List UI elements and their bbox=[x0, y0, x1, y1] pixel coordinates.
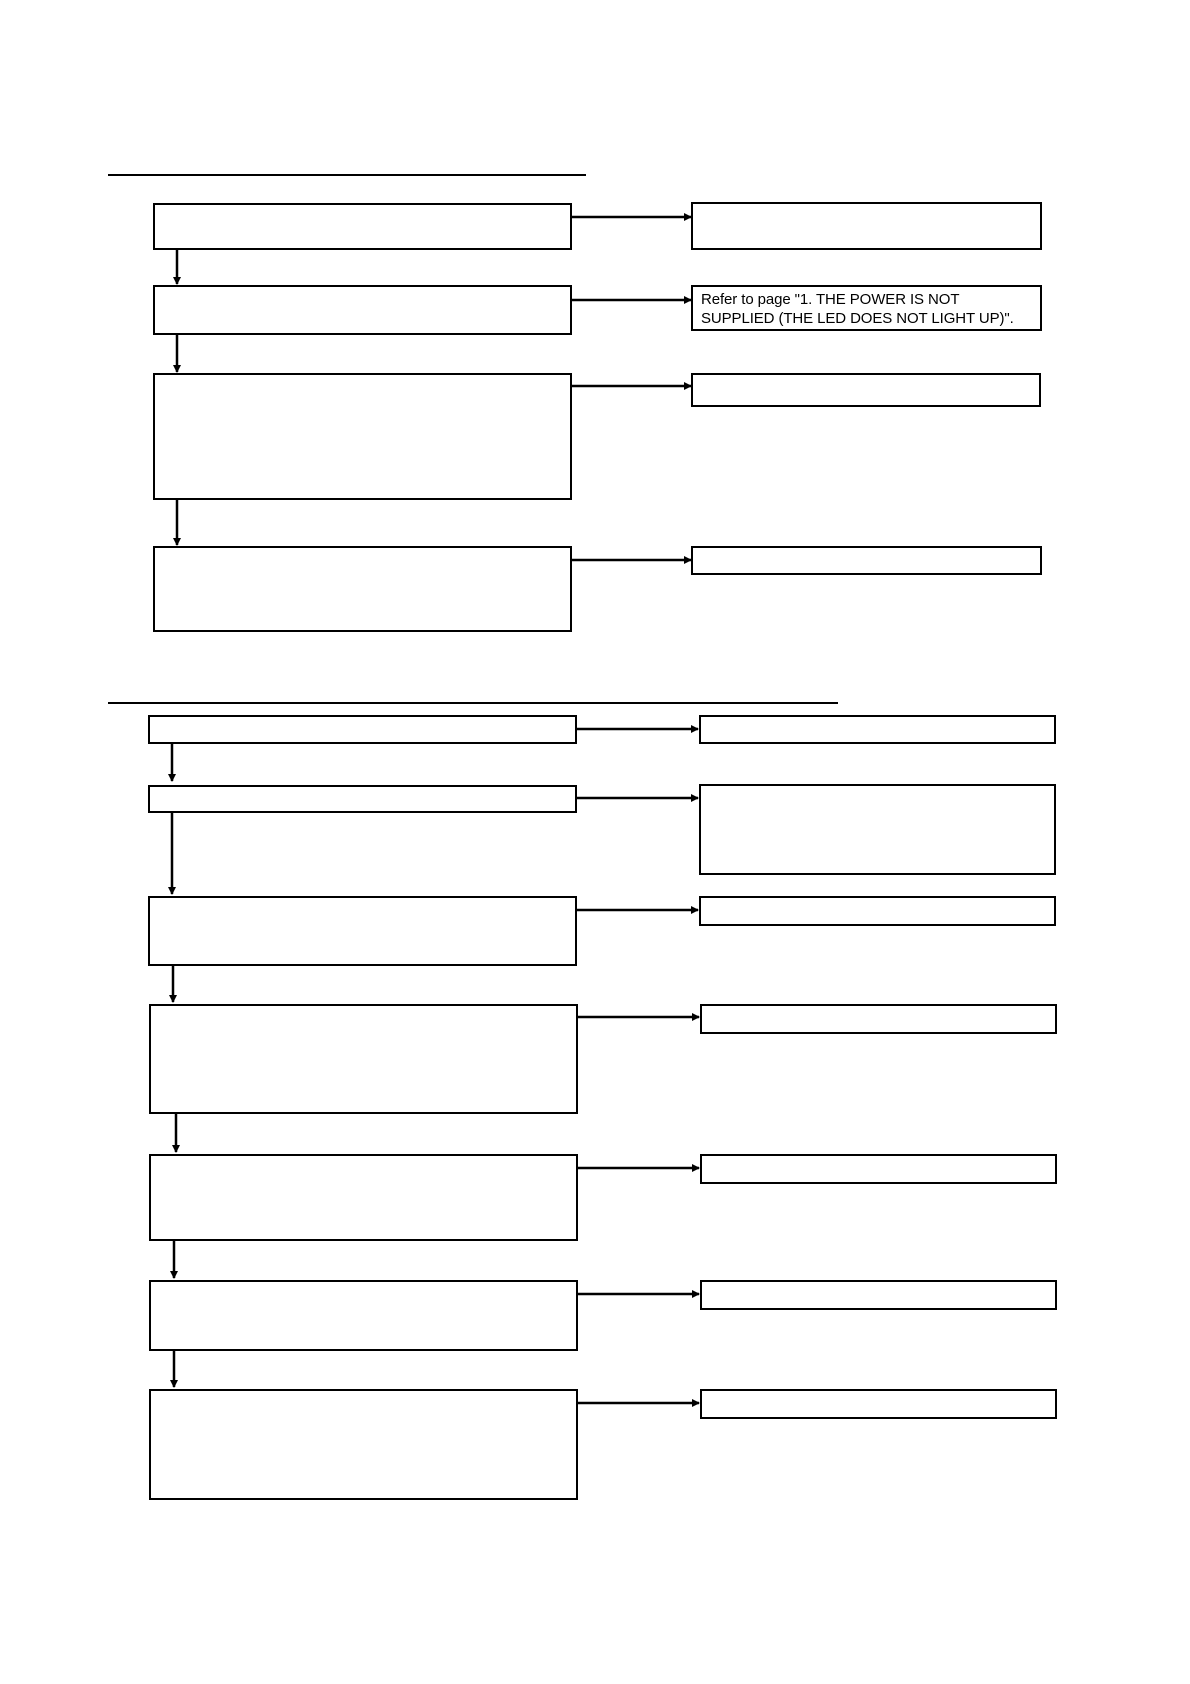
s1-step-2-text bbox=[155, 287, 570, 295]
s1-step-1-box bbox=[153, 203, 572, 250]
s2-result-6-box bbox=[700, 1280, 1057, 1310]
s2-step-4-box bbox=[149, 1004, 578, 1114]
s2-step-2-text bbox=[150, 787, 575, 795]
s1-result-2-box bbox=[691, 285, 1042, 331]
s2-step-7-text bbox=[151, 1391, 576, 1399]
s2-result-1-text bbox=[701, 717, 1054, 725]
s2-result-3-box bbox=[699, 896, 1056, 926]
s2-result-4-text bbox=[702, 1006, 1055, 1014]
s2-result-2-text bbox=[701, 786, 1054, 794]
s1-result-1-text bbox=[693, 204, 1040, 212]
s2-result-3-text bbox=[701, 898, 1054, 906]
s1-result-3-text bbox=[693, 375, 1039, 383]
s1-step-3-text bbox=[155, 375, 570, 383]
s2-result-5-box bbox=[700, 1154, 1057, 1184]
s2-result-2-box bbox=[699, 784, 1056, 875]
s1-result-3-box bbox=[691, 373, 1041, 407]
s1-step-2-box bbox=[153, 285, 572, 335]
s2-step-5-text bbox=[151, 1156, 576, 1164]
s2-result-7-box bbox=[700, 1389, 1057, 1419]
s1-result-4-text bbox=[693, 548, 1040, 556]
s2-result-4-box bbox=[700, 1004, 1057, 1034]
s2-result-7-text bbox=[702, 1391, 1055, 1399]
s1-step-4-box bbox=[153, 546, 572, 632]
s2-result-6-text bbox=[702, 1282, 1055, 1290]
s2-step-3-box bbox=[148, 896, 577, 966]
s2-step-1-text bbox=[150, 717, 575, 725]
s2-step-5-box bbox=[149, 1154, 578, 1241]
s1-step-4-text bbox=[155, 548, 570, 556]
s1-result-1-box bbox=[691, 202, 1042, 250]
s2-result-1-box bbox=[699, 715, 1056, 744]
s2-step-7-box bbox=[149, 1389, 578, 1500]
s2-step-2-box bbox=[148, 785, 577, 813]
s2-step-3-text bbox=[150, 898, 575, 906]
s1-result-4-box bbox=[691, 546, 1042, 575]
s1-result-2-text: Refer to page "1. THE POWER IS NOT SUPPLIED (THE LED DOES NOT LIGHT UP)". bbox=[701, 291, 1014, 327]
s2-result-5-text bbox=[702, 1156, 1055, 1164]
s2-step-6-box bbox=[149, 1280, 578, 1351]
s2-step-1-box bbox=[148, 715, 577, 744]
s2-step-4-text bbox=[151, 1006, 576, 1014]
s1-step-1-text bbox=[155, 205, 570, 213]
s1-step-3-box bbox=[153, 373, 572, 500]
s2-step-6-text bbox=[151, 1282, 576, 1290]
